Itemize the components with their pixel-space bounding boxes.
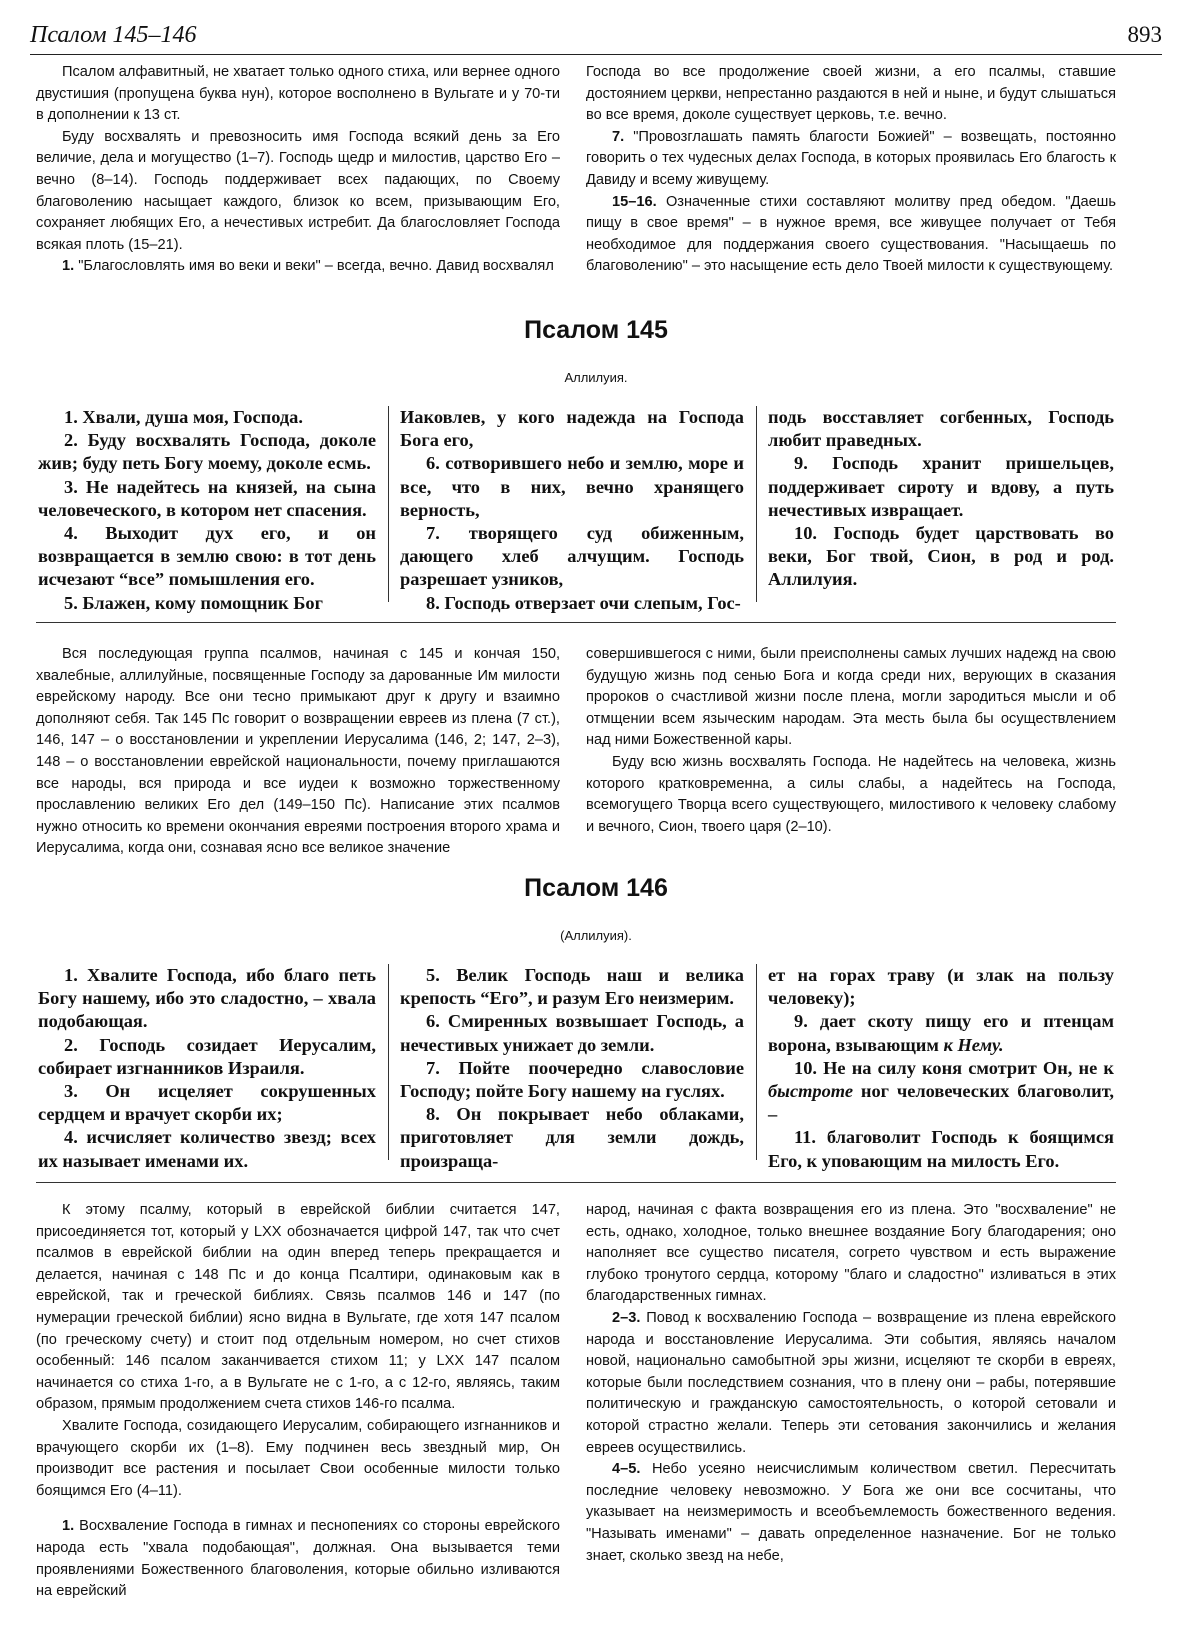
running-title: Псалом 145–146 <box>30 22 197 48</box>
commentary-paragraph <box>586 192 1116 278</box>
verse: 6. сотворившего небо и землю, море и все, что в них, вечно хранящего верность, <box>400 453 744 520</box>
verse: 7. Пойте поочередно славословие Господу; пойте Богу нашему на гуслях. <box>400 1057 744 1102</box>
commentary-text: Повод к восхвалению Господа – возвращение из плена еврейского народа и восстановление Иерусалима. Эти события, являясь началом новой, национально самобытной эры жизни, исцеляют те скорби в евреях, которые были последствием сознания, что в плену они – рабы, потерявшие политическую и гражданскую самостоятельность, о которой сетовали и которой страстно желали. Теперь эти сетования закончились и желания евреев осуществились. <box>586 1309 1116 1456</box>
verse: 6. Смиренных возвышает Господь, а нечестивых унижает до земли. <box>400 1011 744 1055</box>
psalm-146-column-1 <box>38 964 376 1173</box>
intro-commentary-left <box>36 62 560 278</box>
psalm-145-subtitle: Аллилуия. <box>564 370 628 385</box>
commentary-text: Восхваление Господа в гимнах и песнопениях со стороны еврейского народа есть "хвала подобающая", должная. Она вызывается теми проявлениями Божественного благоволения, которые обильно изливаются на еврейский <box>36 1518 560 1600</box>
verse: 8. Он покрывает небо облаками, приготовляет для земли дождь, произраща- <box>400 1104 744 1171</box>
verse: 3. Он исцеляет сокрушенных сердцем и врачует скорби их; <box>38 1081 376 1125</box>
running-header <box>30 20 1162 55</box>
commentary-text: "Благословлять имя во веки и веки" – всегда, вечно. Давид восхвалял <box>78 258 554 275</box>
page-number: 893 <box>1127 22 1162 47</box>
verse: 7. творящего суд обиженным, дающего хлеб алчущим. Господь разрешает узников, <box>400 523 744 590</box>
section-divider <box>36 622 1116 623</box>
commentary-text: Означенные стихи составляют молитву пред обедом. "Даешь пищу в свое время" – в нужное время, все живущее получает от Тебя необходимое для поддержания своего существования. "Насыщаешь по благоволению" – это насыщение есть дело Твоей милости к существующему. <box>586 193 1116 275</box>
verse: подь восставляет согбенных, Господь любит праведных. <box>768 407 1114 451</box>
verse-ref: 1. <box>62 258 75 275</box>
verse-ref: 15–16. <box>612 193 657 210</box>
commentary-paragraph: Буду восхвалять и превозносить имя Господа всякий день за Его величие, дела и могущество (1–7). Господь щедр и милостив, царство Его – вечно (8–14). Господь поддерживает всех падающих, по Своему благоволению насыщает каждого, близок ко всем, призывающим Его, сохраняет любящих Его, а нечестивых истребит. Да благословляет Господа всякая плоть (15–21). <box>36 128 560 253</box>
verse-ref: 1. <box>62 1518 75 1535</box>
column-divider <box>388 964 389 1160</box>
verse-text: 10. Не на силу коня смотрит Он, не к <box>794 1057 1114 1078</box>
verse: 5. Блажен, кому помощник Бог <box>64 592 323 613</box>
verse: 1. Хвалите Господа, ибо благо петь Богу нашему, ибо это сладостно, – хвала подобающая. <box>38 965 376 1032</box>
commentary-paragraph: К этому псалму, который в еврейской библии считается 147, присоединяется тот, который у LXX обозначается цифрой 147, так что счет псалмов в еврейской библии на один вперед теперь прекращается и делается, начиная с 148 Пс и до конца Псалтири, одинаковым как в еврейской, так и греческой библиях. Связь псалмов 146 и 147 (по нумерации греческой библии) ясно видна в Вульгате, где хотя 147 псалом (по греческому счету) и стоит под отдельным номером, но счет стихов особенный: 146 псалом заканчивается стихом 11; у LXX 147 псалом начинается со стиха 1-го, а в Вульгате не с 1-го, а с 12-го, являясь, таким образом, прямым продолжением счета стихов 146-го псалма. <box>36 1202 560 1413</box>
commentary-paragraph: Господа во все продолжение своей жизни, а его псалмы, ставшие достоянием церкви, непрестанно раздаются в ней и ныне, и будут слышаться во все время, доколе существует церковь, т.е. вечно. <box>586 64 1116 124</box>
verse: 8. Господь отверзает очи слепым, Гос- <box>426 592 741 613</box>
verse: 4. исчисляет количество звезд; всех их называет именами их. <box>38 1127 376 1171</box>
commentary-paragraph: совершившегося с ними, были преисполнены самых лучших надежд на свою будущую жизнь под сенью Бога и когда среди них, верующих в сказания пророков о счастливой жизни после плена, могли зародиться мысли и об отмщении всем языческим народам. Эта месть была бы осуществлением над ними Божественной кары. <box>586 646 1116 749</box>
verse: 2. Господь созидает Иерусалим, собирает изгнанников Израиля. <box>38 1034 376 1078</box>
verse: 5. Велик Господь наш и велика крепость “Его”, и разум Его неизмерим. <box>400 965 744 1009</box>
section-divider <box>36 1182 1116 1183</box>
column-divider <box>756 406 757 602</box>
psalm-146-subtitle: (Аллилуия). <box>560 928 632 943</box>
psalm-146-commentary-left <box>36 1200 560 1603</box>
commentary-paragraph: Хвалите Господа, созидающего Иерусалим, собирающего изгнанников и врачующего скорби их (1–8). Ему подчинен весь звездный мир, Он производит все растения и посылает Свои особенные милости только боящимся Его (4–11). <box>36 1417 560 1499</box>
verse-text: 9. дает скоту пищу его и птенцам ворона, взывающим <box>768 1011 1114 1055</box>
psalm-146-heading: Псалом 146 <box>524 874 668 902</box>
verse: 11. благоволит Господь к боящимся Его, к уповающим на милость Его. <box>768 1127 1114 1171</box>
commentary-text: Небо усеяно неисчислимым количеством светил. Пересчитать последние человеку невозможно. У Бога же они все сосчитаны, что указывает на неизмеримость и всеобъемлемость божественного ведения. "Называть именами" – давать определенное назначение. Бог не только знает, сколько звезд на небе, <box>586 1461 1116 1564</box>
psalm-146-commentary-right <box>586 1200 1116 1567</box>
verse-ref: 4–5. <box>612 1461 641 1478</box>
psalm-145-heading: Псалом 145 <box>524 316 668 344</box>
psalm-145-commentary-right <box>586 644 1116 838</box>
verse: 3. Не надейтесь на князей, на сына человеческого, в котором нет спасения. <box>38 476 376 520</box>
commentary-paragraph: Вся последующая группа псалмов, начиная с 145 и кончая 150, хвалебные, аллилуйные, посвященные Господу за дарованные Им милости еврейскому народу. Все они тесно примыкают друг к другу и взаимно дополняют себя. Так 145 Пс говорит о возвращении евреев из плена (7 ст.), 146, 147 – о восстановлении и укреплении Иерусалима (146, 2; 147, 2–3), 148 – о восстановлении еврейской национальности, почему приглашаются все народы, вся природа и все иудеи к возможно торжественному прославлению великих Его дел (149–150 Пс). Написание этих псалмов нужно относить ко времени окончания евреями построения второго храма и Иерусалима, когда они, сознавая ясно все великое значение <box>36 646 560 857</box>
verse: 1. Хвали, душа моя, Господа. <box>64 407 303 427</box>
verse <box>768 1010 1114 1056</box>
commentary-paragraph: народ, начиная с факта возвращения его из плена. Это "восхваление" не есть, однако, холодное, только внешнее воздаяние Богу благодарения; оно наполняет все существо писателя, согрето чувством и есть выражение глубоко тронутого сердца, которому "благо и сладостно" изливаться в этих благодарственных гимнах. <box>586 1202 1116 1305</box>
verse: Иаковлев, у кого надежда на Господа Бога его, <box>400 407 744 451</box>
verse: 10. Господь будет царствовать во веки, Бог твой, Сион, в род и род. Аллилуия. <box>768 523 1114 590</box>
commentary-paragraph: Буду всю жизнь восхвалять Господа. Не надейтесь на человека, жизнь которого кратковременна, а силы слабы, а надейтесь на Господа, всемогущего Творца всего существующего, милостивого к человеку слабому и вечного, Сион, твоего царя (2–10). <box>586 753 1116 835</box>
verse-italic-text: к Нему. <box>943 1034 1004 1055</box>
verse-italic-text: быстроте <box>768 1081 854 1102</box>
column-divider <box>756 964 757 1160</box>
verse <box>768 1057 1114 1127</box>
commentary-text: "Провозглашать память благости Божией" – возвещать, постоянно говорить о тех чудесных делах Господа, в которых проявилась Его благость к Давиду и всему живущему. <box>586 128 1116 188</box>
commentary-paragraph <box>586 1308 1116 1459</box>
verse: 4. Выходит дух его, и он возвращается в землю свою: в тот день исчезают “все” помышления его. <box>38 523 376 590</box>
verse-ref: 7. <box>612 128 625 145</box>
psalm-145-column-3 <box>768 406 1114 592</box>
psalm-145-column-2 <box>400 406 744 615</box>
commentary-paragraph: Псалом алфавитный, не хватает только одного стиха, или вернее одного двустишия (пропущена буква нун), которое восполнено в Вульгате и у 70-ти в дополнении к 13 ст. <box>36 64 560 124</box>
verse: 9. Господь хранит пришельцев, поддерживает сироту и вдову, а путь нечестивых извращает. <box>768 453 1114 520</box>
psalm-146-column-2 <box>400 964 744 1173</box>
column-divider <box>388 406 389 602</box>
commentary-paragraph <box>36 256 560 278</box>
verse: ет на горах траву (и злак на пользу человеку); <box>768 965 1114 1009</box>
commentary-paragraph <box>586 127 1116 192</box>
intro-commentary-right <box>586 62 1116 278</box>
verse-ref: 2–3. <box>612 1309 641 1326</box>
verse: 2. Буду восхвалять Господа, доколе жив; буду петь Богу моему, доколе есмь. <box>38 430 376 474</box>
commentary-paragraph <box>36 1516 560 1602</box>
psalm-145-commentary-left <box>36 644 560 860</box>
psalm-145-column-1 <box>38 406 376 615</box>
psalm-146-column-3 <box>768 964 1114 1173</box>
verse-text: ног человеческих благоволит, – <box>768 1081 1114 1125</box>
commentary-paragraph <box>586 1459 1116 1567</box>
